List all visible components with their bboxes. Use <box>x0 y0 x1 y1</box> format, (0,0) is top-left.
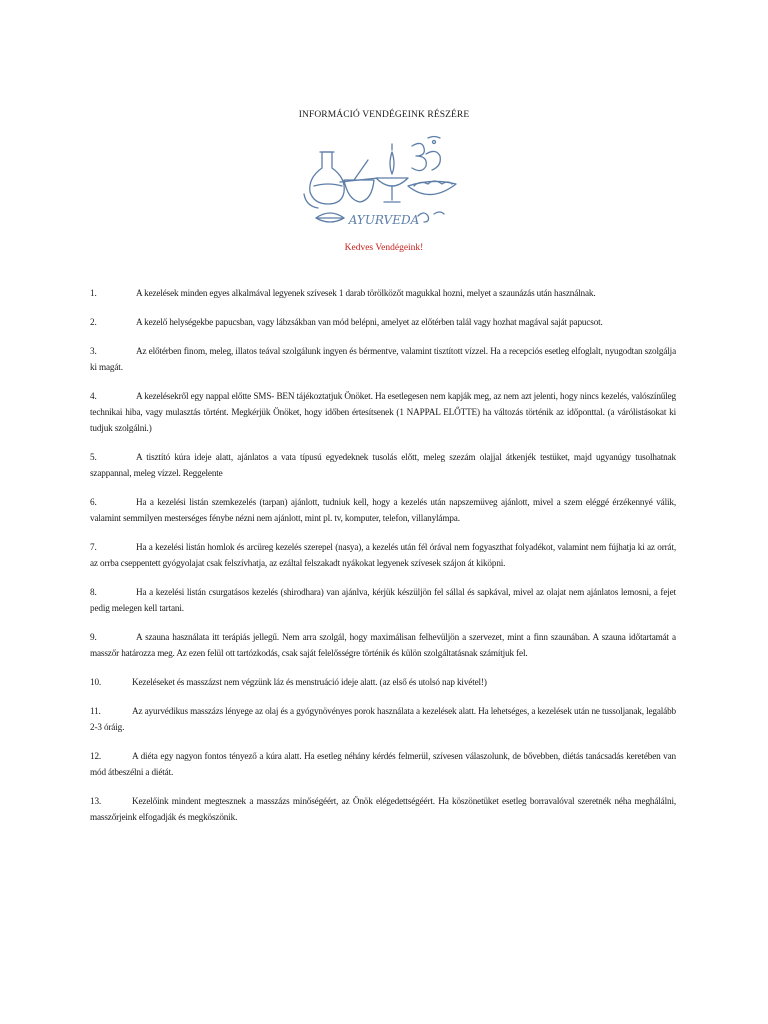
item-text: A diéta egy nagyon fontos tényező a kúra alatt. Ha esetleg néhány kérdés felmerül, szívesen válaszolunk, de bővebben, diétás tanácsadás keretében van mód átbeszélni a diétát. <box>90 751 676 777</box>
list-item <box>90 343 676 375</box>
item-text: Kezelőink mindent megtesznek a masszázs minőségéért, az Önök elégedettségéért. Ha köszönetüket esetleg borravalóval szeretnék néha meghálálni, masszőrjeink elfogadják és megköszönik. <box>90 796 676 822</box>
list-item <box>90 674 676 690</box>
item-text: Az ayurvédikus masszázs lényege az olaj és a gyógynövényes porok használata a kezelések alatt. Ha lehetséges, a kezelések után ne tussoljanak, legalább 2-3 óráig. <box>90 706 676 732</box>
item-text: Ha a kezelési listán csurgatásos kezelés (shirodhara) van ajánlva, kérjük készüljön fel sállal és sapkával, mivel az olajat nem ajánlatos lemosni, a fejet pedig melegen kell tartani. <box>90 587 676 613</box>
list-item <box>90 449 676 481</box>
logo-text: AYURVEDA <box>348 213 420 227</box>
item-number: 5. <box>90 452 97 462</box>
document-title: INFORMÁCIÓ VENDÉGEINK RÉSZÉRE <box>298 110 470 120</box>
list-item <box>90 494 676 526</box>
list-item <box>90 285 676 301</box>
item-number: 2. <box>90 317 97 327</box>
item-number: 8. <box>90 587 97 597</box>
ayurveda-logo <box>300 134 460 234</box>
list-item <box>90 793 676 825</box>
item-text: Ha a kezelési listán szemkezelés (tarpan) ajánlott, tudniuk kell, hogy a kezelés után napszemüveg ajánlott, mivel a szem eléggé érzékennyé válik, valamint semmilyen mesterséges fénybe nézni nem ajánlott, mint pl. tv, komputer, telefon, villanylámpa. <box>90 497 676 523</box>
item-text: A szauna használata itt terápiás jellegű. Nem arra szolgál, hogy maximálisan felhevüljön a szervezet, mint a finn szaunában. A szauna időtartamát a masszőr határozza meg. Az ezen felül ott tartózkodás, csak saját felelősségre történik és külön szolgáltatásnak számítjuk fel. <box>90 632 676 658</box>
item-text: Az előtérben finom, meleg, illatos teával szolgálunk ingyen és bérmentve, valamint tisztított vízzel. Ha a recepciós esetleg elfoglalt, nyugodtan szolgálja ki magát. <box>90 346 676 372</box>
item-text: A tisztító kúra ideje alatt, ajánlatos a vata típusú egyedeknek tusolás előtt, meleg szezám olajjal átkenjék testüket, majd ugyanúgy tusolhatnak szappannal, meleg vízzel. Reggelente <box>90 452 676 478</box>
item-number: 11. <box>90 706 101 716</box>
list-item <box>90 748 676 780</box>
item-text: A kezelő helységekbe papucsban, vagy lábzsákban van mód belépni, amelyet az előtérben talál vagy hozhat magával saját papucsot. <box>136 317 603 327</box>
item-number: 3. <box>90 346 97 356</box>
item-number: 12. <box>90 751 102 761</box>
greeting: Kedves Vendégeink! <box>344 243 424 253</box>
item-text: A kezelések minden egyes alkalmával legyenek szívesek 1 darab törölközőt magukkal hozni, melyet a szaunázás után használnak. <box>136 288 596 298</box>
item-number: 7. <box>90 542 97 552</box>
item-number: 1. <box>90 288 97 298</box>
info-list <box>90 285 676 838</box>
list-item <box>90 629 676 661</box>
item-text: Ha a kezelési listán homlok és arcüreg kezelés szerepel (nasya), a kezelés után fél órával nem fogyaszthat folyadékot, valamint nem fújhatja ki az orrát, az orrba cseppentett gyógyolajat csak felszívhatja, az ezáltal felszakadt nyákokat legyenek szívesek szájon át kiköpni. <box>90 542 676 568</box>
item-text: A kezelésekről egy nappal előtte SMS- BEN tájékoztatjuk Önöket. Ha esetlegesen nem kapják meg, az nem azt jelenti, hogy nincs kezelés, valószínűleg technikai hiba, vagy mulasztás történt. Megkérjük Önöket, hogy időben értesítsenek (1 NAPPAL ELŐTTE) ha változás történik az időponttal. (a várólistásokat ki tudjuk szolgálni.) <box>90 391 676 433</box>
item-number: 10. <box>90 677 102 687</box>
item-number: 13. <box>90 796 102 806</box>
list-item <box>90 584 676 616</box>
list-item <box>90 539 676 571</box>
item-number: 9. <box>90 632 97 642</box>
item-text: Kezeléseket és masszázst nem végzünk láz és menstruáció ideje alatt. (az első és utolsó nap kivétel!) <box>132 677 487 687</box>
list-item <box>90 314 676 330</box>
list-item <box>90 703 676 735</box>
item-number: 6. <box>90 497 97 507</box>
item-number: 4. <box>90 391 97 401</box>
list-item <box>90 388 676 436</box>
